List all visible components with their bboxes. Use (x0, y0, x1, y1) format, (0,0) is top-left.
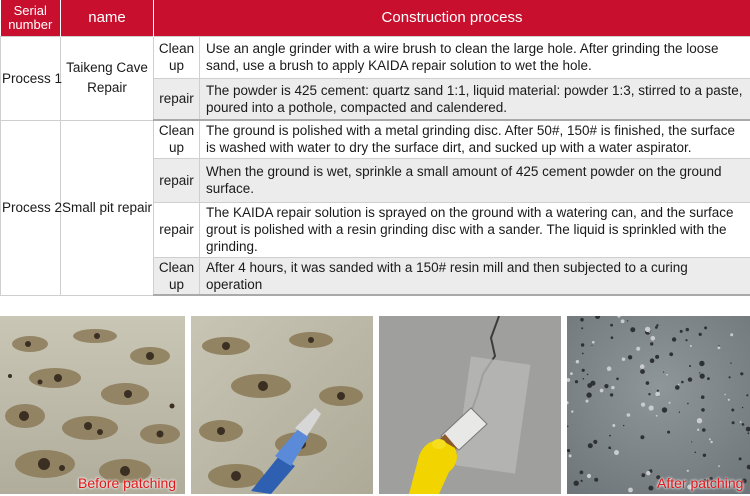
speckle (582, 369, 585, 372)
finished-floor-image (567, 316, 750, 494)
caption-after-patching: After patching (657, 475, 744, 491)
speckle (586, 392, 591, 397)
table-row (1, 120, 750, 158)
description-cell: Use an angle grinder with a wire brush to clean the large hole. After grinding the loose sand, use a brush to apply KAIDA repair solution to wet the hole. (200, 36, 750, 78)
speckle (609, 435, 611, 437)
description-cell: The KAIDA repair solution is sprayed on the ground with a watering can, and the surface grout is polished with a resin grinding disc with a sander. The liquid is sprinkled with the grinding. (200, 202, 750, 257)
speckle (611, 386, 614, 389)
speckle (688, 377, 692, 381)
step-cell: Clean up (154, 120, 200, 158)
description-cell: The ground is polished with a metal grinding disc. After 50#, 150# is finished, the surface is washed with water to dry the surface dirt, and sucked up with a water aspirator. (200, 120, 750, 158)
speckle (709, 438, 711, 440)
speckle (580, 318, 584, 322)
speckle (657, 390, 659, 392)
speckle (650, 342, 653, 345)
speckle (729, 376, 731, 378)
speckle (731, 409, 734, 412)
speckle (627, 413, 631, 417)
speckle (593, 440, 597, 444)
speckle (667, 431, 670, 434)
speckle (581, 343, 584, 346)
step-cell: repair (154, 78, 200, 120)
speckle (581, 480, 583, 482)
speckle (663, 372, 664, 373)
speckle (587, 374, 589, 376)
header-name: name (61, 0, 154, 36)
speckle (646, 471, 650, 475)
speckle (588, 443, 593, 448)
speckle (701, 395, 705, 399)
serial-cell: Process 2 (1, 120, 61, 295)
serial-cell: Process 1 (1, 36, 61, 120)
speckle (697, 418, 702, 423)
speckle (610, 324, 613, 327)
speckle (742, 423, 745, 426)
speckle (700, 374, 705, 379)
speckle (699, 372, 700, 373)
photo-applying-repair (191, 316, 373, 494)
speckle (623, 425, 624, 426)
description-cell: After 4 hours, it was sanded with a 150# resin mill and then subjected to a curing operation (200, 257, 750, 295)
speckle (590, 381, 595, 386)
table-header-row (1, 0, 750, 36)
speckle (574, 481, 579, 486)
speckle (651, 336, 656, 341)
speckle (678, 384, 680, 386)
speckle (680, 330, 683, 333)
speckle (739, 457, 742, 460)
speckle (622, 358, 625, 361)
speckle (695, 452, 697, 454)
speckle (581, 327, 583, 329)
speckle (640, 369, 645, 374)
name-cell: Small pit repair (61, 120, 154, 295)
speckle (740, 372, 743, 375)
speckle (569, 454, 572, 457)
speckle (580, 471, 584, 475)
speckle (669, 402, 671, 404)
speckle (701, 408, 705, 412)
description-cell: When the ground is wet, sprinkle a small amount of 425 cement powder on the ground surface. (200, 158, 750, 202)
photo-before-patching (0, 316, 185, 494)
speckle (699, 361, 704, 366)
speckle (645, 327, 650, 332)
speckle (648, 486, 653, 491)
speckle (669, 352, 673, 356)
speckle (691, 441, 692, 442)
speckle (655, 392, 660, 397)
speckle (575, 380, 578, 383)
speckle (718, 346, 721, 349)
speckle (586, 400, 589, 403)
speckle (604, 384, 608, 388)
speckle (690, 345, 692, 347)
speckle (740, 421, 742, 423)
speckle (662, 407, 667, 412)
speckle (628, 488, 633, 493)
speckle (627, 320, 628, 321)
speckle (675, 385, 680, 390)
speckle (746, 394, 748, 396)
description-cell: The powder is 425 cement: quartz sand 1:1, liquid material: powder 1:3, stirred to a paste, poured into a pothole, compacted and calendered. (200, 78, 750, 120)
speckle (703, 454, 706, 457)
speckle (583, 378, 585, 380)
speckle (646, 381, 650, 385)
step-cell: Clean up (154, 257, 200, 295)
speckle (567, 449, 570, 452)
speckle (649, 405, 654, 410)
speckle (747, 432, 749, 434)
speckle (648, 393, 650, 395)
speckle (689, 365, 691, 367)
floor-repair-image (191, 316, 373, 494)
speckle (686, 328, 689, 331)
speckle (616, 378, 619, 381)
speckle (640, 364, 645, 369)
header-serial-number: Serial number (1, 0, 61, 36)
speckle (640, 435, 644, 439)
speckle (672, 337, 676, 341)
speckle (699, 333, 702, 336)
speckle (592, 341, 595, 344)
speckle (655, 355, 659, 359)
speckle (591, 345, 592, 346)
speckle (641, 473, 645, 477)
speckle (704, 326, 707, 329)
step-cell: repair (154, 158, 200, 202)
speckle (610, 393, 613, 396)
step-cell: repair (154, 202, 200, 257)
speckle (628, 355, 632, 359)
speckle (656, 415, 658, 417)
speckle (611, 336, 614, 339)
speckle (607, 366, 612, 371)
speckle (570, 372, 573, 375)
speckle (576, 360, 579, 363)
speckle (666, 374, 668, 376)
speckle (608, 446, 611, 449)
caption-before-patching: Before patching (78, 475, 177, 491)
speckle (728, 399, 730, 401)
speckle (697, 429, 699, 431)
speckle (651, 469, 653, 471)
speckle (702, 428, 706, 432)
speckle (718, 465, 720, 467)
header-construction-process: Construction process (154, 0, 750, 36)
speckle (681, 381, 684, 384)
step-cell: Clean up (154, 36, 200, 78)
floor-holes-image (0, 316, 185, 494)
speckle (679, 412, 680, 413)
speckle (650, 358, 655, 363)
speckle (630, 327, 635, 332)
speckle (730, 333, 733, 336)
photo-after-patching (567, 316, 750, 494)
speckle (685, 339, 687, 341)
speckle (582, 353, 584, 355)
speckle (612, 424, 615, 427)
speckle (587, 474, 591, 478)
speckle (621, 319, 625, 323)
speckle (724, 394, 726, 396)
speckle (732, 421, 735, 424)
speckle (687, 403, 689, 405)
name-cell: Taikeng Cave Repair (61, 36, 154, 120)
speckle (594, 478, 598, 482)
speckle (636, 347, 640, 351)
speckle (730, 362, 731, 363)
photo-strip (0, 316, 750, 494)
speckle (687, 470, 689, 472)
speckle (607, 385, 608, 386)
speckle (600, 389, 604, 393)
speckle (707, 377, 710, 380)
photo-scraping-crack (379, 316, 561, 494)
speckle (742, 407, 743, 408)
speckle (655, 326, 658, 329)
table-row (1, 36, 750, 78)
speckle (571, 410, 573, 412)
speckle (614, 450, 619, 455)
scraper-glove-image (379, 316, 561, 494)
speckle (641, 403, 645, 407)
speckle (710, 441, 712, 443)
